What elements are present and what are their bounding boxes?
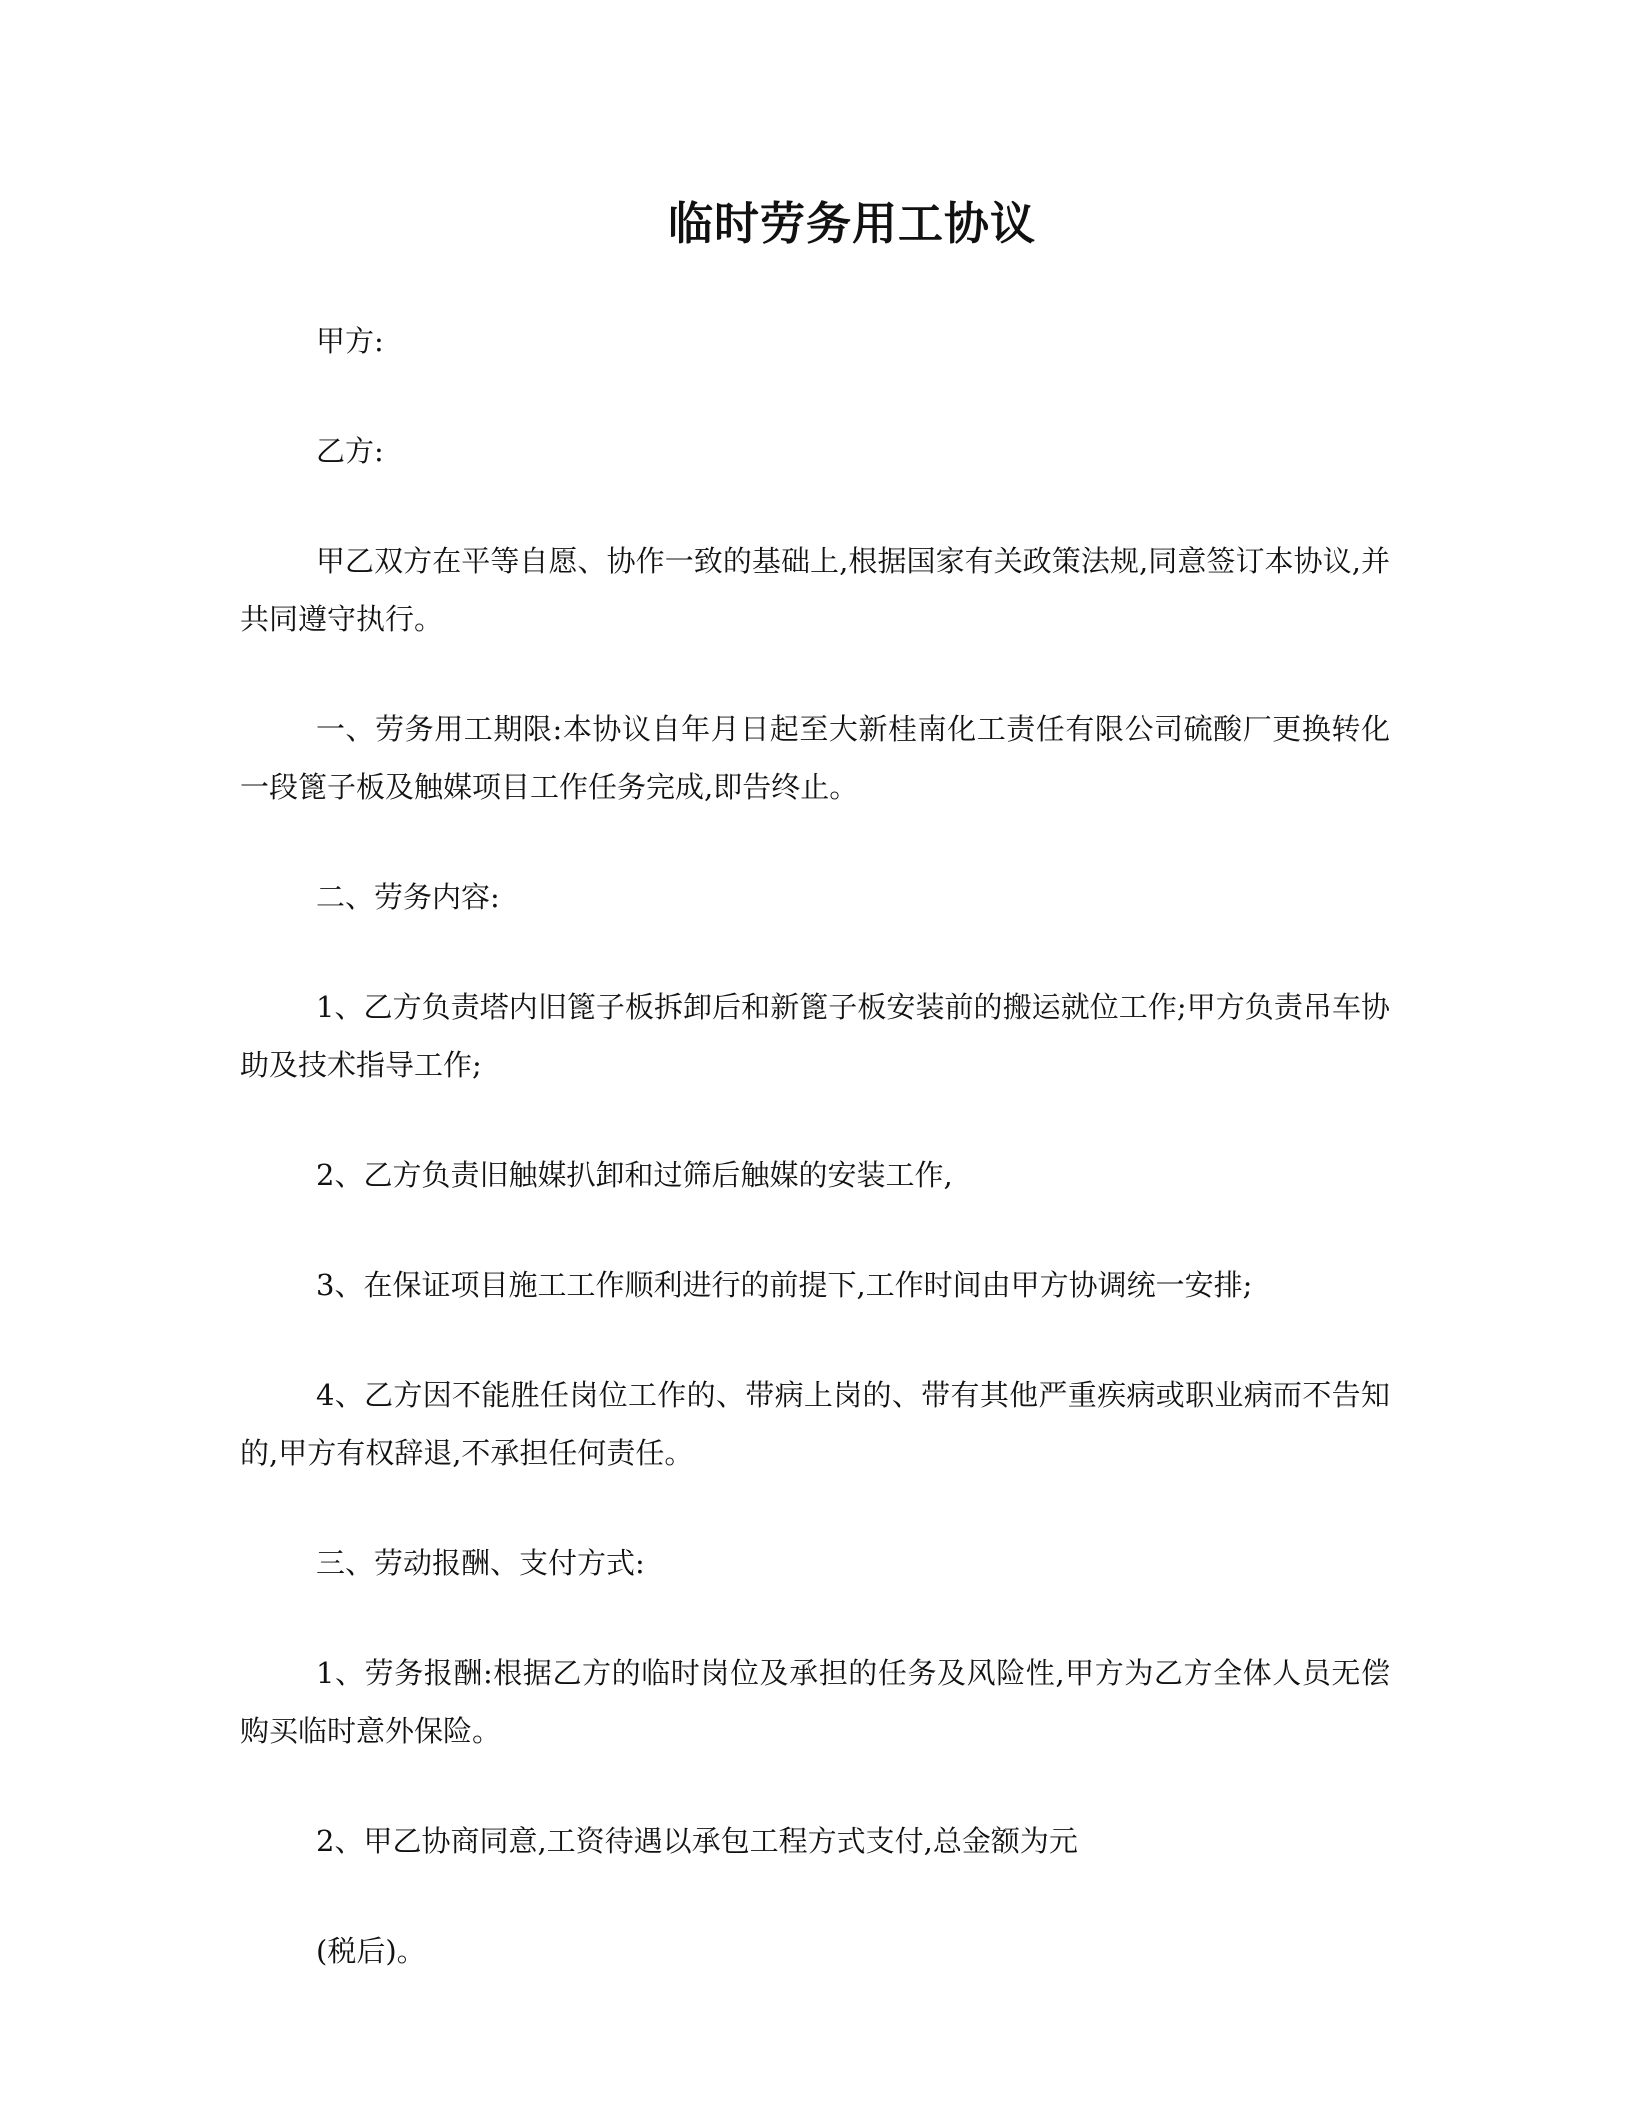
clause-2-item-4: 4、乙方因不能胜任岗位工作的、带病上岗的、带有其他严重疾病或职业病而不告知的,甲方有权辞退,不承担任何责任。 bbox=[240, 1378, 1390, 1470]
preamble-paragraph: 甲乙双方在平等自愿、协作一致的基础上,根据国家有关政策法规,同意签订本协议,并共同遵守执行。 bbox=[240, 544, 1390, 636]
party-b-line: 乙方: bbox=[316, 434, 384, 468]
party-a-line: 甲方: bbox=[316, 324, 384, 358]
document-body bbox=[240, 312, 1390, 2032]
clause-3-item-1: 1、劳务报酬:根据乙方的临时岗位及承担的任务及风险性,甲方为乙方全体人员无偿购买临时意外保险。 bbox=[240, 1656, 1390, 1748]
clause-3-item-2-continuation: (税后)。 bbox=[316, 1934, 426, 1968]
document-title: 临时劳务用工协议 bbox=[667, 197, 1036, 250]
clause-2-item-1: 1、乙方负责塔内旧篦子板拆卸后和新篦子板安装前的搬运就位工作;甲方负责吊车协助及技术指导工作; bbox=[240, 990, 1390, 1082]
clause-2-item-2: 2、乙方负责旧触媒扒卸和过筛后触媒的安装工作, bbox=[316, 1158, 953, 1192]
clause-2-item-3: 3、在保证项目施工工作顺利进行的前提下,工作时间由甲方协调统一安排; bbox=[316, 1268, 1253, 1302]
clause-2-heading: 二、劳务内容: bbox=[316, 880, 500, 914]
clause-3-item-2: 2、甲乙协商同意,工资待遇以承包工程方式支付,总金额为元 bbox=[316, 1824, 1078, 1858]
clause-1-term: 一、劳务用工期限:本协议自年月日起至大新桂南化工责任有限公司硫酸厂更换转化一段篦子板及触媒项目工作任务完成,即告终止。 bbox=[240, 712, 1390, 804]
clause-3-heading: 三、劳动报酬、支付方式: bbox=[316, 1546, 645, 1580]
